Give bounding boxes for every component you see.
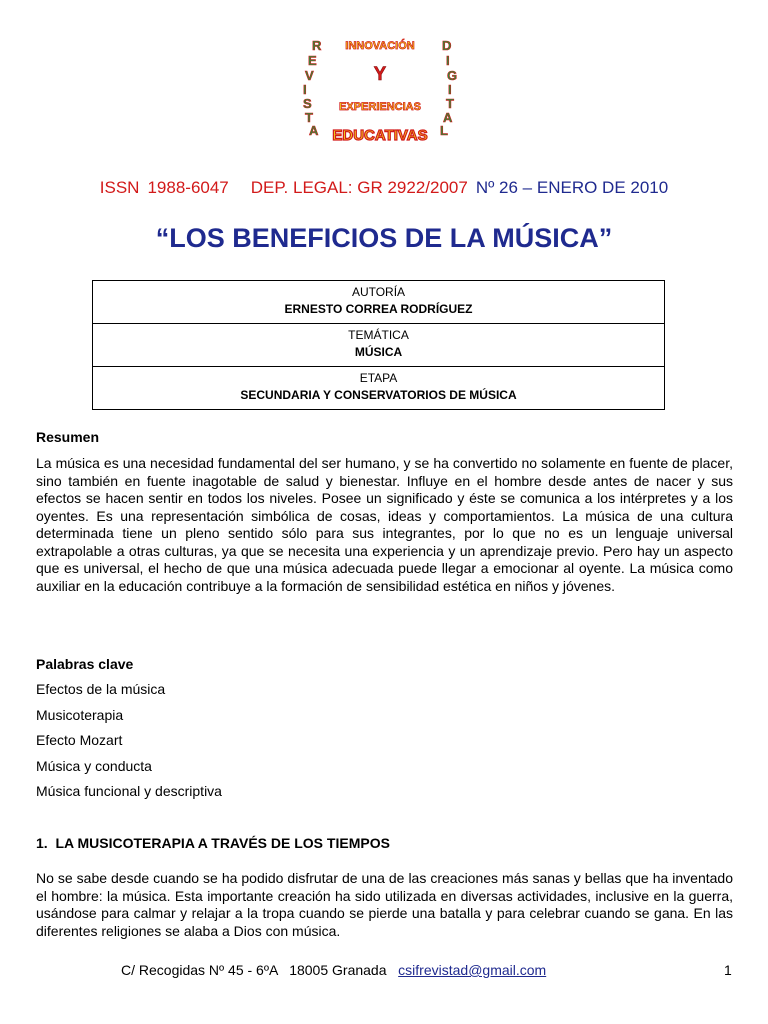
section1-text: No se sabe desde cuando se ha podido disfrutar de una de las creaciones más sanas y bellas que ha inventado el hombre: la música. Esta importante creación ha sido utilizada en diversas actividades, inclusive en la guerra, usándose para calmar y relajar a la tropa cuando se pierde una batalla y para celebrar cuando se gana. En las diferentes religiones se alaba a Dios con música. <box>36 870 733 939</box>
issn-number: 1988-6047 <box>147 178 229 197</box>
revista-letter-3: V <box>305 68 314 83</box>
keyword-item: Musicoterapia <box>36 707 124 723</box>
etapa-cell <box>93 367 665 410</box>
etapa-label: ETAPA <box>359 371 398 385</box>
autoria-cell <box>93 281 665 324</box>
keyword-item: Efecto Mozart <box>36 732 123 748</box>
resumen-heading: Resumen <box>36 429 100 445</box>
autoria-label: AUTORÍA <box>351 285 406 299</box>
revista-letter-6: T <box>305 110 313 125</box>
tematica-cell <box>93 324 665 367</box>
revista-letter-1: R <box>312 38 322 53</box>
revista-letter-2: E <box>308 53 317 68</box>
keyword-item: Efectos de la música <box>36 681 166 697</box>
digital-vertical-text <box>440 38 457 138</box>
section1-heading: 1. LA MUSICOTERAPIA A TRAVÉS DE LOS TIEMPOS <box>36 835 390 851</box>
digital-letter-1: D <box>442 38 452 53</box>
tematica-row <box>93 324 665 367</box>
footer-address: C/ Recogidas Nº 45 - 6ºA 18005 Granada <box>121 962 387 978</box>
logo-educativas: EDUCATIVAS <box>332 127 428 144</box>
revista-vertical-text <box>303 38 322 138</box>
etapa-row <box>93 367 665 410</box>
issn-line <box>0 178 768 198</box>
revista-letter-5: S <box>303 96 312 111</box>
page-number: 1 <box>724 962 732 978</box>
footer-email-link[interactable]: csifrevistad@gmail.com <box>398 962 547 978</box>
digital-letter-7: L <box>440 123 448 138</box>
footer-address-line <box>121 962 546 978</box>
keyword-item: Música y conducta <box>36 758 152 774</box>
digital-letter-2: I <box>446 53 450 68</box>
issn-label: ISSN <box>99 178 140 197</box>
logo-experiencias: EXPERIENCIAS <box>339 101 421 113</box>
revista-letter-4: I <box>303 82 307 97</box>
keyword-item: Música funcional y descriptiva <box>36 783 222 799</box>
digital-letter-5: T <box>446 96 454 111</box>
logo-y: Y <box>373 64 387 85</box>
digital-letter-6: A <box>443 110 453 125</box>
issue-number: Nº 26 – ENERO DE 2010 <box>475 178 669 197</box>
resumen-text: La música es una necesidad fundamental del ser humano, y se ha convertido no solamente en fuente de placer, sino también en fuente inagotable de salud y bienestar. Influye en el hombre desde antes de nacer y sus efectos se hacen sentir en todos los niveles. Posee un significado y éste se comunica a los intérpretes y a los oyentes. Es una representación simbólica de cosas, ideas y comportamientos. La música de una cultura determinada tiene un pleno sentido sólo para sus integrantes, por lo que no es un lenguaje universal extrapolable a otras culturas, ya que se necesita una experiencia y un aprendizaje previo. Pero hay un aspecto que es universal, el hecho de que una música adecuada puede llegar a emocionar al oyente. La música como auxiliar en la educación contribuye a la formación de sensibilidad estética en niños y jóvenes. <box>36 455 733 594</box>
keywords-heading: Palabras clave <box>36 656 134 672</box>
tematica-value: MÚSICA <box>354 345 403 359</box>
article-title: “LOS BENEFICIOS DE LA MÚSICA” <box>155 223 613 253</box>
dep-legal: DEP. LEGAL: GR 2922/2007 <box>250 178 468 197</box>
revista-letter-7: A <box>309 123 319 138</box>
tematica-label: TEMÁTICA <box>348 328 409 342</box>
magazine-logo <box>290 30 470 148</box>
digital-letter-4: I <box>448 82 452 97</box>
autoria-row <box>93 281 665 324</box>
digital-letter-3: G <box>447 68 458 83</box>
etapa-value: SECUNDARIA Y CONSERVATORIOS DE MÚSICA <box>240 388 517 402</box>
article-meta-table <box>92 280 665 410</box>
autoria-value: ERNESTO CORREA RODRÍGUEZ <box>284 302 473 316</box>
logo-innovacion: INNOVACIÓN <box>345 40 415 52</box>
